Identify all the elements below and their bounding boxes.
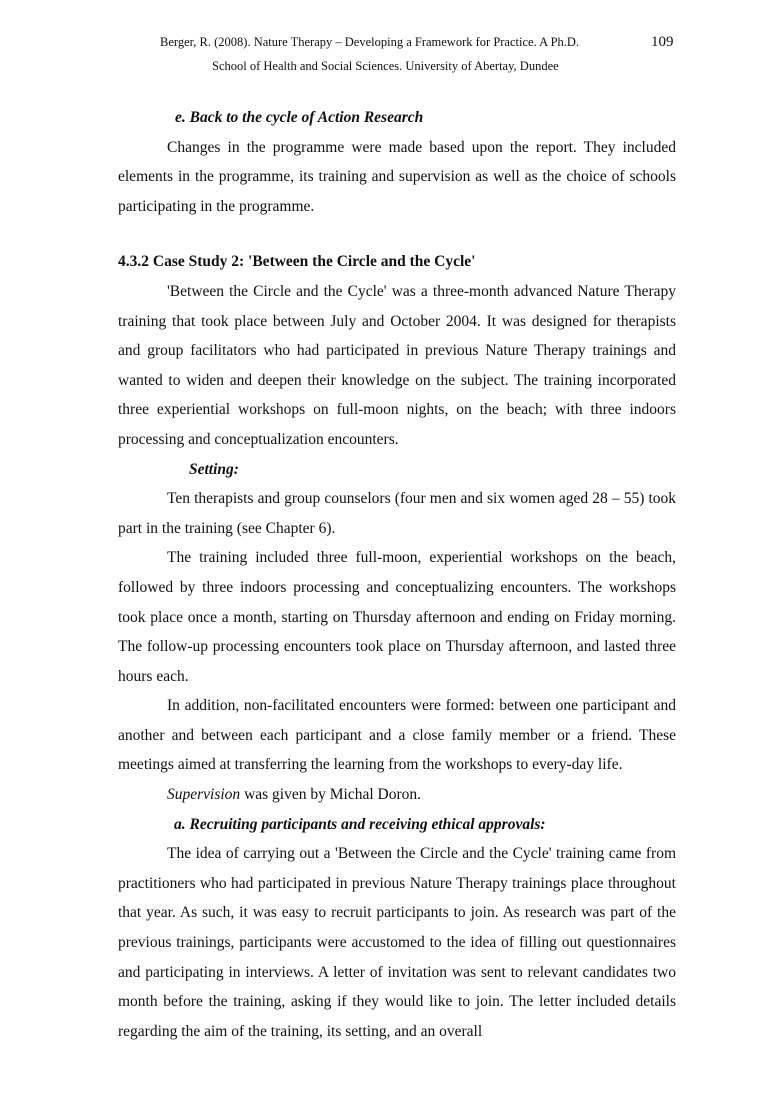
case-study-intro: 'Between the Circle and the Cycle' was a three-month advanced Nature Therapy training that took place between July and October 2004. It was designed for therapists and group facilitators who had participated in previous Nature Therapy trainings and wanted to widen and deepen their knowledge on the subject. The training incorporated three experiential workshops on full-moon nights, on the beach; with three indoors processing and conceptualization encounters. bbox=[118, 282, 676, 448]
page-body bbox=[118, 103, 676, 1046]
header-citation: Berger, R. (2008). Nature Therapy – Developing a Framework for Practice. A Ph.D. bbox=[160, 35, 580, 49]
supervision-paragraph bbox=[118, 780, 676, 810]
section-a-heading: a. Recruiting participants and receiving ethical approvals: bbox=[174, 815, 546, 833]
supervision-label: Supervision bbox=[167, 786, 241, 804]
section-e-heading: e. Back to the cycle of Action Research bbox=[175, 109, 424, 126]
setting-paragraph-1: Ten therapists and group counselors (four men and six women aged 28 – 55) took part in the training (see Chapter 6). bbox=[118, 490, 676, 537]
page-number: 109 bbox=[651, 34, 674, 50]
section-a-paragraph: The idea of carrying out a 'Between the Circle and the Cycle' training came from practitioners who had participated in previous Nature Therapy trainings place throughout that year. As such, it was easy to recruit participants to join. As research was part of the previous trainings, participants were accustomed to the idea of filling out questionnaires and participating in interviews. A letter of invitation was sent to relevant candidates two month before the training, asking if they would like to join. The letter included details regarding the aim of the training, its setting, and an overall bbox=[118, 845, 676, 1040]
header-institution: School of Health and Social Sciences. University of Abertay, Dundee bbox=[212, 59, 559, 73]
setting-paragraph-2: The training included three full-moon, experiential workshops on the beach, followed by three indoors processing and conceptualizing encounters. The workshops took place once a month, starting on Thursday afternoon and ending on Friday morning. The follow-up processing encounters took place on Thursday afternoon, and lasted three hours each. bbox=[118, 549, 676, 685]
section-e-paragraph: Changes in the programme were made based upon the report. They included elements in the programme, its training and supervision as well as the choice of schools participating in the programme. bbox=[118, 138, 676, 215]
setting-paragraph-3: In addition, non-facilitated encounters were formed: between one participant and another and between each participant and a close family member or a friend. These meetings aimed at transferring the learning from the workshops to every-day life. bbox=[118, 697, 676, 774]
setting-heading: Setting: bbox=[189, 460, 239, 478]
case-study-heading: 4.3.2 Case Study 2: 'Between the Circle and the Cycle' bbox=[118, 253, 476, 271]
supervision-text: was given by Michal Doron. bbox=[240, 786, 421, 804]
